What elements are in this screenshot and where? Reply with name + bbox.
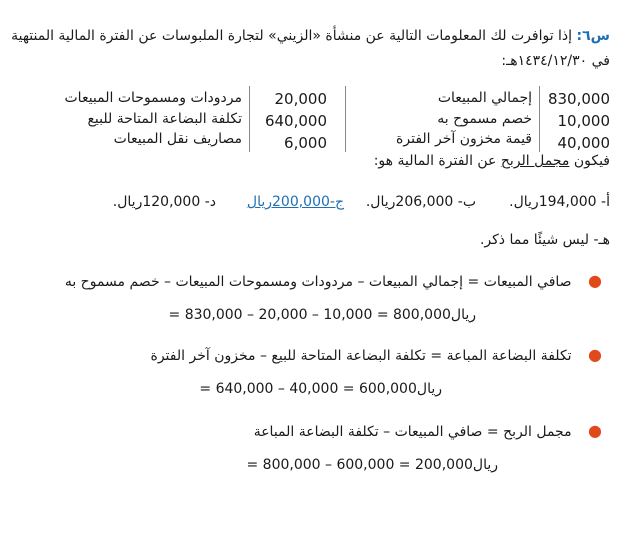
divider-2: [345, 86, 346, 152]
divider-3: [249, 86, 250, 152]
table-label: مردودات ومسموحات المبيعات: [64, 90, 242, 106]
question-text: إذا توافرت لك المعلومات التالية عن منشأة «الزيني» لتجارة الملبوسات عن الفترة المالية المنتهية: [11, 28, 573, 44]
table-label: إجمالي المبيعات: [437, 90, 532, 106]
bullet-icon: ●: [588, 345, 602, 364]
step-3-formula: مجمل الربح = صافي المبيعات – تكلفة البضاعة المباعة: [253, 424, 572, 440]
table-value: 20,000: [274, 90, 327, 108]
step-3-calculation: = 800,000 – 600,000 = 200,000ريال: [246, 457, 498, 473]
table-label: خصم مسموح به: [437, 111, 532, 127]
step-1-formula: صافي المبيعات = إجمالي المبيعات – مردودات ومسموحات المبيعات – خصم مسموح به: [64, 274, 572, 290]
table-label: تكلفة البضاعة المتاحة للبيع: [87, 111, 242, 127]
table-label: قيمة مخزون آخر الفترة: [396, 131, 532, 147]
solution-step-2: [151, 345, 603, 364]
solution-step-3: [254, 421, 602, 440]
option-d: د- 120,000ريال.: [112, 194, 216, 210]
question-prompt: [374, 153, 610, 169]
option-b: ب- 206,000ريال.: [365, 194, 476, 210]
table-value: 6,000: [284, 134, 327, 152]
option-a: أ- 194,000ريال.: [509, 194, 610, 210]
prompt-before: فيكون: [569, 153, 610, 169]
table-label: مصاريف نقل المبيعات: [113, 131, 242, 147]
table-value: 40,000: [557, 134, 610, 152]
step-2-formula: تكلفة البضاعة المباعة = تكلفة البضاعة المتاحة للبيع – مخزون آخر الفترة: [150, 348, 572, 364]
step-2-calculation: = 640,000 – 40,000 = 600,000ريال: [199, 381, 442, 397]
prompt-after: عن الفترة المالية هو:: [373, 153, 501, 169]
question-line-2: في ١٤٣٤/١٢/٣٠هـ:: [501, 53, 610, 69]
question-line-1: [11, 28, 610, 44]
solution-step-1: [65, 271, 602, 290]
table-value: 830,000: [547, 90, 610, 108]
divider-1: [539, 86, 540, 152]
prompt-underlined: مجمل الربح: [500, 153, 570, 169]
option-e: هـ- ليس شيئًا مما ذكر.: [479, 232, 610, 248]
option-c-correct: ج-200,000ريال: [246, 194, 344, 210]
question-label: س٦:: [576, 28, 610, 44]
bullet-icon: ●: [588, 421, 602, 440]
data-table: [62, 86, 610, 154]
step-1-calculation: = 830,000 – 20,000 – 10,000 = 800,000ريال: [168, 307, 476, 323]
table-value: 10,000: [557, 112, 610, 130]
bullet-icon: ●: [588, 271, 602, 290]
table-value: 640,000: [264, 112, 327, 130]
